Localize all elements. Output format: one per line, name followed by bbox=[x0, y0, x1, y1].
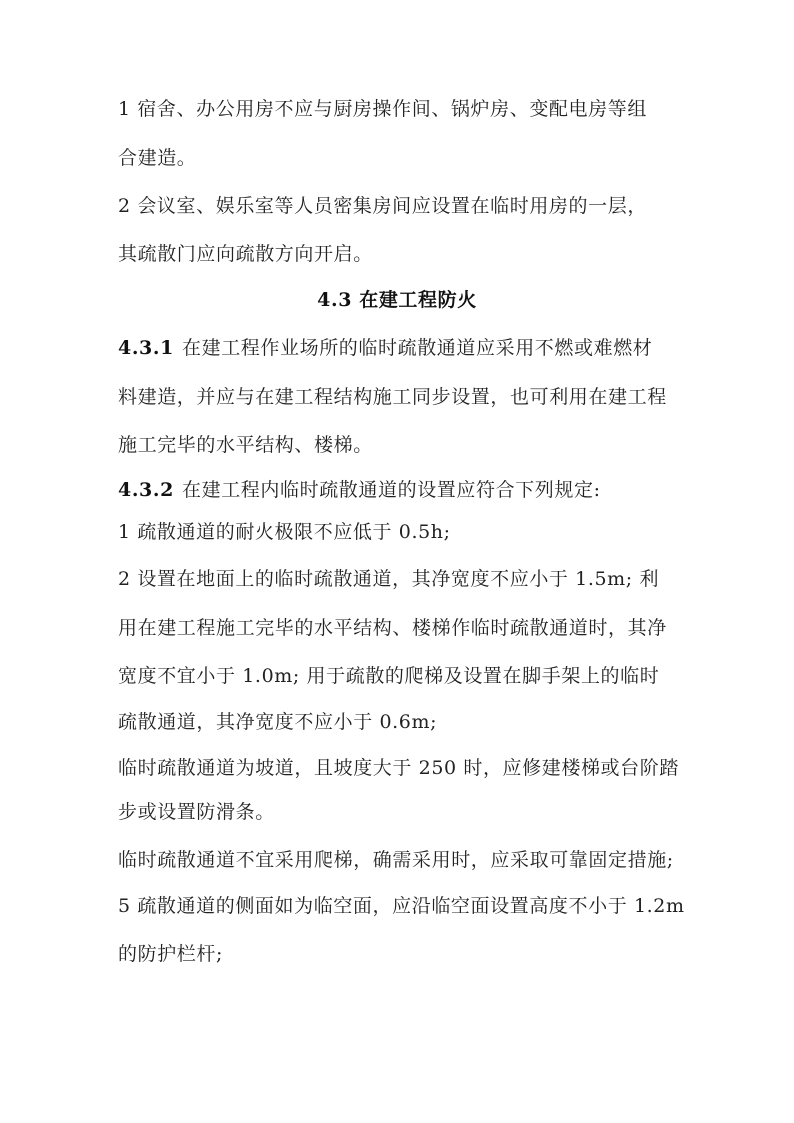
text-line: 宽度不宜小于 1.0m; 用于疏散的爬梯及设置在脚手架上的临时 bbox=[118, 665, 660, 687]
text-line: 临时疏散通道不宜采用爬梯，确需采用时，应采取可靠固定措施; bbox=[118, 849, 674, 871]
text-line: 1 疏散通道的耐火极限不应低于 0.5h; bbox=[118, 521, 451, 543]
clause-number: 4.3.1 bbox=[118, 337, 174, 359]
clause-text: 在建工程内临时疏散通道的设置应符合下列规定: bbox=[182, 479, 601, 501]
text-line: 疏散通道，其净宽度不应小于 0.6m; bbox=[118, 711, 438, 733]
text-line: 步或设置防滑条。 bbox=[118, 801, 275, 823]
text-line: 5 疏散通道的侧面如为临空面，应沿临空面设置高度不小于 1.2m bbox=[118, 895, 685, 917]
text-line: 合建造。 bbox=[118, 147, 197, 169]
text-line: 2 会议室、娱乐室等人员密集房间应设置在临时用房的一层， bbox=[118, 195, 647, 217]
text-line: 施工完毕的水平结构、楼梯。 bbox=[118, 434, 373, 456]
text-line: 1 宿舍、办公用房不应与厨房操作间、锅炉房、变配电房等组 bbox=[118, 98, 647, 120]
clause-text: 在建工程作业场所的临时疏散通道应采用不燃或难燃材 bbox=[182, 337, 653, 359]
section-heading: 4.3 在建工程防火 bbox=[317, 289, 477, 311]
text-line: 其疏散门应向疏散方向开启。 bbox=[118, 243, 373, 265]
text-line: 2 设置在地面上的临时疏散通道，其净宽度不应小于 1.5m; 利 bbox=[118, 568, 660, 590]
text-line: 料建造，并应与在建工程结构施工同步设置，也可利用在建工程 bbox=[118, 386, 667, 408]
text-line: 用在建工程施工完毕的水平结构、楼梯作临时疏散通道时，其净 bbox=[118, 617, 667, 639]
clause-4-3-2-first-line bbox=[118, 478, 678, 502]
clause-4-3-1-first-line bbox=[118, 336, 678, 360]
clause-number: 4.3.2 bbox=[118, 479, 174, 501]
text-line: 的防护栏杆; bbox=[118, 943, 224, 965]
text-line: 临时疏散通道为坡道，且坡度大于 250 时，应修建楼梯或台阶踏 bbox=[118, 757, 679, 779]
